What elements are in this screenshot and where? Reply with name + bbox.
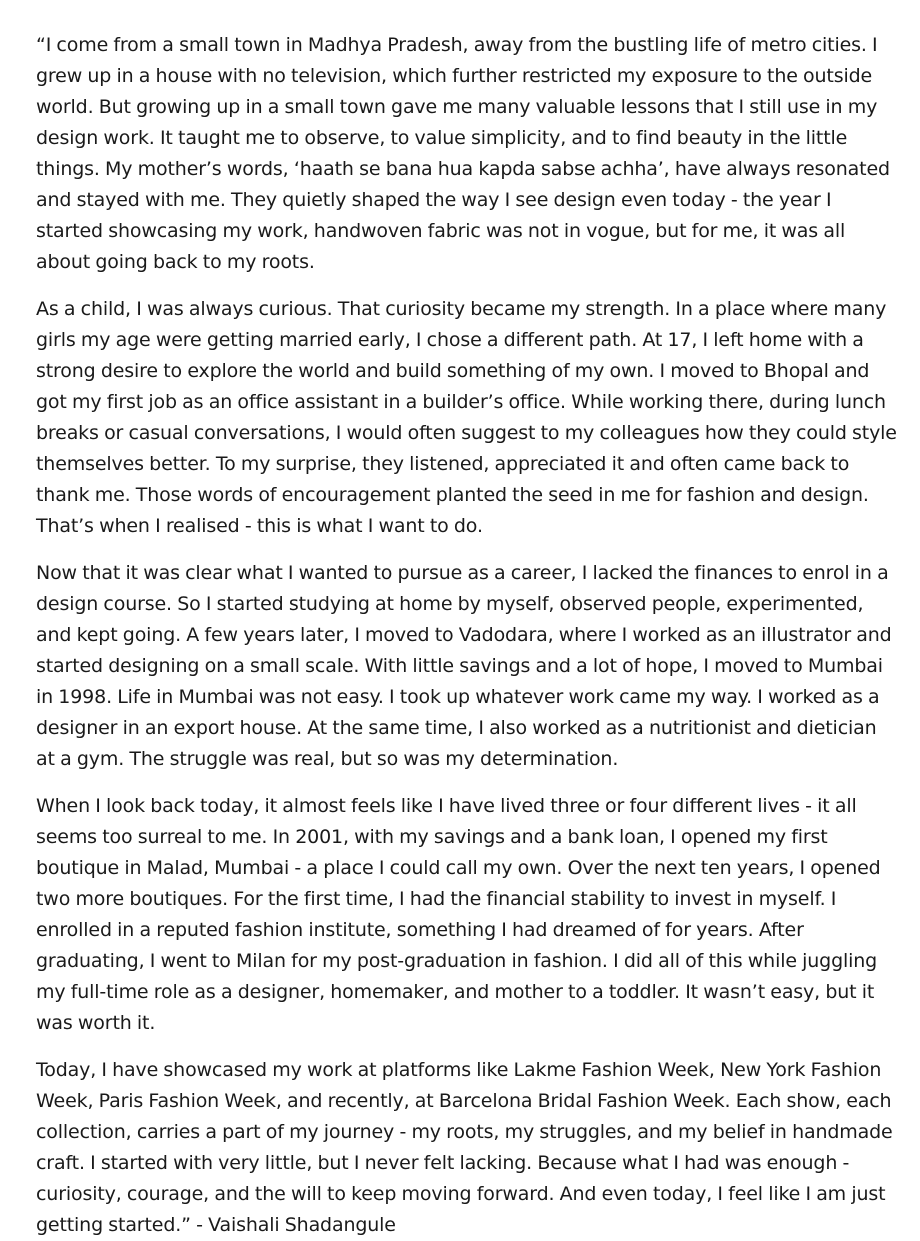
paragraph-4: When I look back today, it almost feels like I have lived three or four different lives - it all seems too surreal to me. In 2001, with my savings and a bank loan, I opened my first boutique in Malad, Mumbai - a place I could call my own. Over the next ten years, I opened two more boutiques. For the first time, I had the financial stability to invest in myself. I enrolled in a reputed fashion institute, something I had dreamed of for years. After graduating, I went to Milan for my post-graduation in fashion. I did all of this while juggling my full-time role as a designer, homemaker, and mother to a toddler. It wasn’t easy, but it was worth it. (36, 795, 881, 1034)
paragraph-2: As a child, I was always curious. That curiosity became my strength. In a place where many girls my age were getting married early, I chose a different path. At 17, I left home with a strong desire to explore the world and build something of my own. I moved to Bhopal and got my first job as an office assistant in a builder’s office. While working there, during lunch breaks or casual conversations, I would often suggest to my colleagues how they could style themselves better. To my surprise, they listened, appreciated it and often came back to thank me. Those words of encouragement planted the seed in me for fashion and design. That’s when I realised - this is what I want to do. (36, 298, 897, 537)
paragraph-5: Today, I have showcased my work at platforms like Lakme Fashion Week, New York Fashion Week, Paris Fashion Week, and recently, at Barcelona Bridal Fashion Week. Each show, each collection, carries a part of my journey - my roots, my struggles, and my belief in handmade craft. I started with very little, but I never felt lacking. Because what I had was enough - curiosity, courage, and the will to keep moving forward. And even today, I feel like I am just getting started.” - Vaishali Shadangule (36, 1059, 893, 1236)
paragraph-3: Now that it was clear what I wanted to pursue as a career, I lacked the finances to enrol in a design course. So I started studying at home by myself, observed people, experimented, and kept going. A few years later, I moved to Vadodara, where I worked as an illustrator and started designing on a small scale. With little savings and a lot of hope, I moved to Mumbai in 1998. Life in Mumbai was not easy. I took up whatever work came my way. I worked as a designer in an export house. At the same time, I also worked as a nutritionist and dietician at a gym. The struggle was real, but so was my determination. (36, 562, 892, 770)
paragraph-1: “I come from a small town in Madhya Pradesh, away from the bustling life of metro cities. I grew up in a house with no television, which further restricted my exposure to the outside world. But growing up in a small town gave me many valuable lessons that I still use in my design work. It taught me to observe, to value simplicity, and to find beauty in the little things. My mother’s words, ‘haath se bana hua kapda sabse achha’, have always resonated and stayed with me. They quietly shaped the way I see design even today - the year I started showcasing my work, handwoven fabric was not in vogue, but for me, it was all about going back to my roots. (36, 34, 890, 273)
